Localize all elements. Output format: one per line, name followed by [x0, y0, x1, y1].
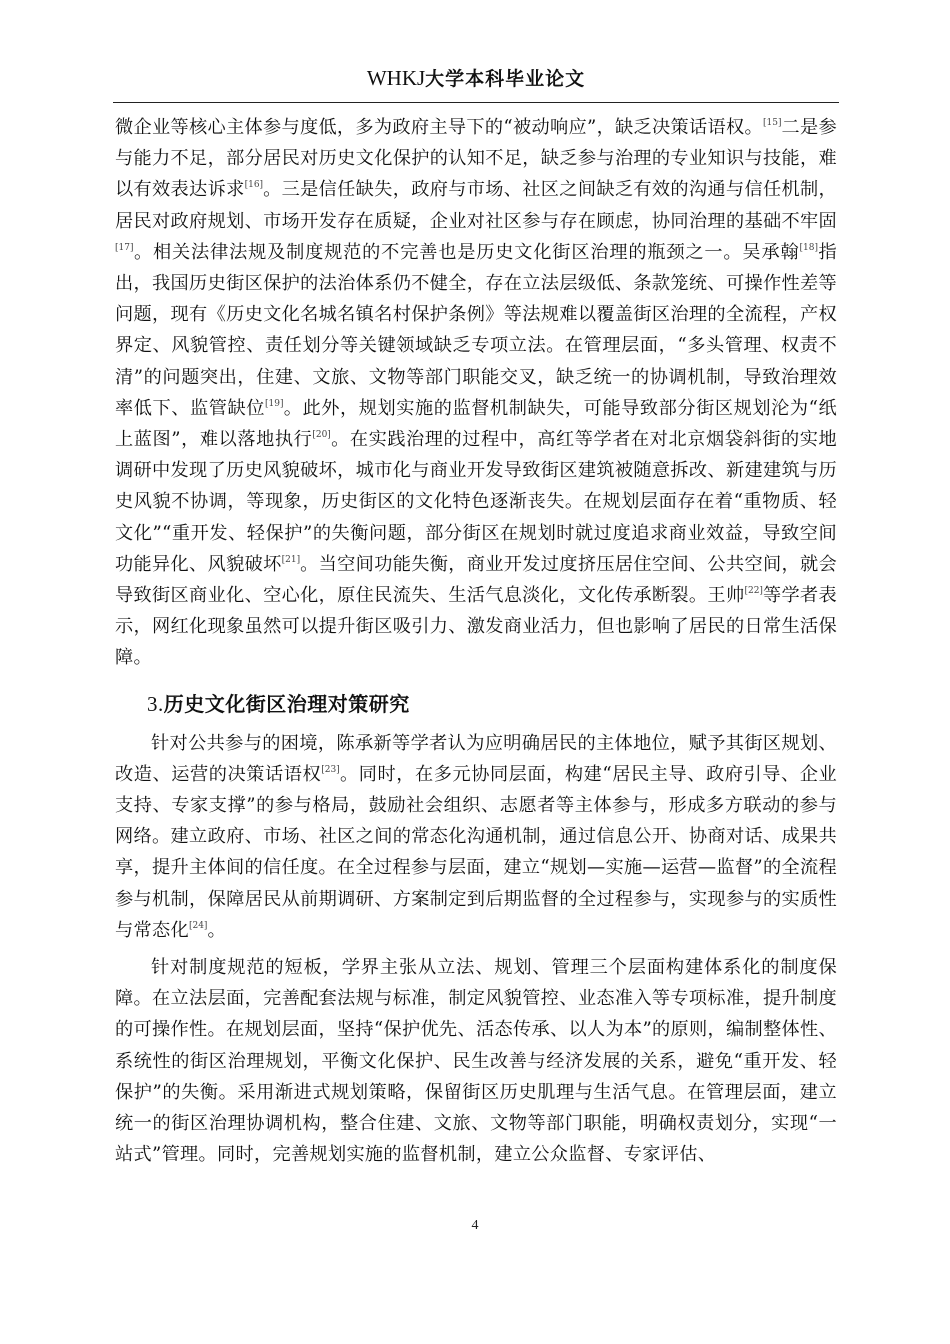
text-run: 。此外，规划实施的监督机制缺失，可能导致部分街区规划沦为“纸上蓝图”，难以落地执行: [115, 397, 837, 451]
citation-20: [20]: [312, 430, 331, 441]
text-run: 。相关法律法规及制度规范的不完善也是历史文化街区治理的瓶颈之一。吴承翰: [133, 241, 800, 263]
text-run: 微企业等核心主体参与度低，多为政府主导下的“被动响应”，缺乏决策话语权。: [115, 117, 764, 138]
section-number: 3.: [147, 691, 164, 716]
page-header: [113, 64, 839, 93]
header-university-code: WHKJ: [366, 66, 426, 90]
citation-23: [23]: [321, 764, 340, 775]
text-run: 二是参与能力不足，部分居民对历史文化保护的认知不足，缺乏参与治理的专业知识与技能，难以有效表达诉求: [115, 117, 837, 201]
citation-22: [22]: [744, 586, 763, 597]
citation-21: [21]: [281, 554, 301, 565]
page-number: 4: [471, 1218, 479, 1233]
section-title: 历史文化街区治理对策研究: [163, 691, 410, 716]
citation-18: [18]: [799, 242, 818, 253]
citation-17: [17]: [115, 242, 134, 253]
text-run: 。同时，在多元协同层面，构建“居民主导、政府引导、企业支持、专家支撑”的参与格局，鼓励社会组织、志愿者等主体参与，形成多方联动的参与网络。建立政府、市场、社区之间的常态化沟通机制，通过信息公开、协商对话、成果共享，提升主体间的信任度。在全过程参与层面，建立“规划—实施—运营—监督”的全流程参与机制，保障居民从前期调研、方案制定到后期监督的全过程参与，实现参与的实质性与常态化: [115, 763, 837, 941]
paragraph-2: [115, 728, 837, 946]
text-run: 指出，我国历史街区保护的法治体系仍不健全，存在立法层级低、条款笼统、可操作性差等问题，现有《历史文化名城名镇名村保护条例》等法规难以覆盖街区治理的全流程，产权界定、风貌管控、责任划分等关键领域缺乏专项立法。在管理层面，“多头管理、权责不清”的问题突出，住建、文旅、文物等部门职能交叉，缺乏统一的协调机制，导致治理效率低下、监管缺位: [115, 241, 837, 419]
text-run: 针对公共参与的困境，陈承新等学者认为应明确居民的主体地位，赋予其街区规划、改造、运营的决策话语权: [115, 732, 837, 785]
paragraph-1: [115, 112, 837, 674]
section-heading: [147, 688, 837, 720]
text-run: 等学者表示，网红化现象虽然可以提升街区吸引力、激发商业活力，但也影响了居民的日常生活保障。: [115, 585, 838, 669]
header-title: 大学本科毕业论文: [425, 68, 586, 90]
text-run: 。三是信任缺失，政府与市场、社区之间缺乏有效的沟通与信任机制，居民对政府规划、市场开发存在质疑，企业对社区参与存在顾虑，协同治理的基础不牢固: [115, 179, 837, 232]
paragraph-3: [115, 952, 837, 1170]
page-body: [115, 112, 837, 1171]
header-divider: [113, 102, 839, 103]
text-run: 针对制度规范的短板，学界主张从立法、规划、管理三个层面构建体系化的制度保障。在立法层面，完善配套法规与标准，制定风貌管控、业态准入等专项标准，提升制度的可操作性。在规划层面，坚持“保护优先、活态传承、以人为本”的原则，编制整体性、系统性的街区治理规划，平衡文化保护、民生改善与经济发展的关系，避免“重开发、轻保护”的失衡。采用渐进式规划策略，保留街区历史肌理与生活气息。在管理层面，建立统一的街区治理协调机构，整合住建、文旅、文物等部门职能，明确权责划分，实现“一站式”管理。同时，完善规划实施的监督机制，建立公众监督、专家评估、: [115, 957, 837, 1166]
citation-24: [24]: [188, 920, 208, 931]
text-run: 。当空间功能失衡，商业开发过度挤压居住空间、公共空间，就会导致街区商业化、空心化，原住民流失、生活气息淡化，文化传承断裂。王帅: [115, 553, 837, 607]
text-run: 。在实践治理的过程中，高红等学者在对北京烟袋斜街的实地调研中发现了历史风貌破坏，城市化与商业开发导致街区建筑被随意拆改、新建建筑与历史风貌不协调，等现象，历史街区的文化特色逐渐丧失。在规划层面存在着“重物质、轻文化”“重开发、轻保护”的失衡问题，部分街区在规划时就过度追求商业效益，导致空间功能异化、风貌破坏: [115, 429, 837, 575]
citation-19: [19]: [264, 398, 284, 409]
citation-15: [15]: [763, 118, 782, 128]
citation-16: [16]: [244, 180, 264, 191]
text-run: 。: [207, 919, 226, 941]
